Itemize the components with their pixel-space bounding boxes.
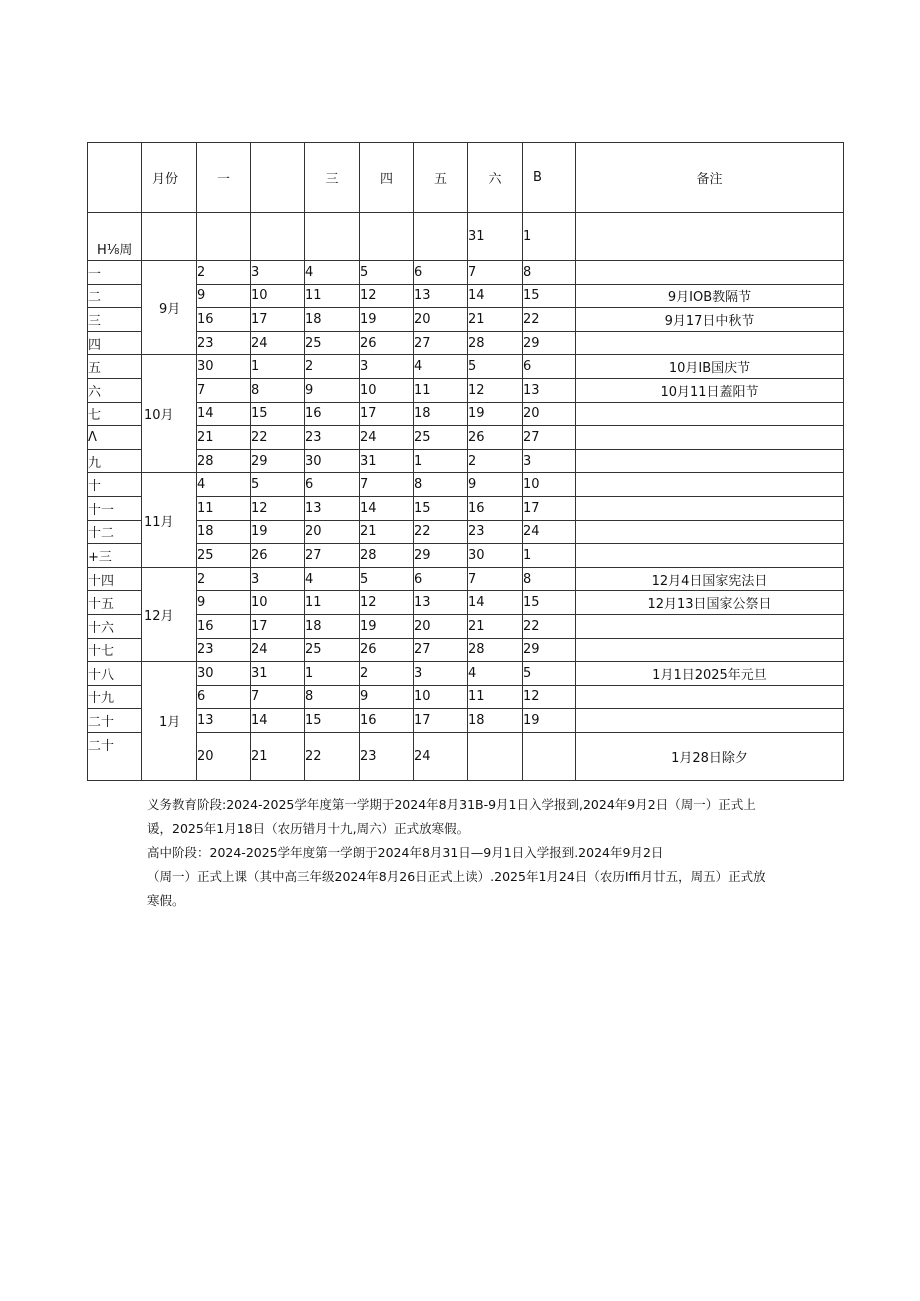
week-number: 十一: [88, 496, 142, 520]
note-cell: [576, 496, 844, 520]
day-cell: 23: [197, 331, 251, 355]
header-month: 月份: [142, 143, 197, 213]
note-cell: [576, 520, 844, 544]
note-cell: 12月4日国家宪法日: [576, 567, 844, 591]
day-cell: 26: [360, 638, 414, 662]
header-day: B: [523, 143, 576, 213]
header-day: [251, 143, 305, 213]
week-number: 十五: [88, 591, 142, 615]
day-cell: 2: [360, 662, 414, 686]
week-number: 五: [88, 355, 142, 379]
note-cell: [576, 426, 844, 450]
day-cell: 23: [197, 638, 251, 662]
day-cell: 3: [523, 449, 576, 473]
day-cell: 21: [251, 732, 305, 780]
day-cell: 22: [523, 308, 576, 332]
prelude-day: [197, 213, 251, 261]
week-number: 六: [88, 378, 142, 402]
week-row: [88, 284, 844, 308]
day-cell: 28: [360, 544, 414, 568]
day-cell: 23: [360, 732, 414, 780]
day-cell: 8: [414, 473, 468, 497]
day-cell: 12: [360, 284, 414, 308]
week-row: [88, 261, 844, 285]
day-cell: 8: [523, 567, 576, 591]
day-cell: 27: [414, 638, 468, 662]
day-cell: 29: [523, 331, 576, 355]
day-cell: 26: [360, 331, 414, 355]
day-cell: 4: [414, 355, 468, 379]
week-number: 十二: [88, 520, 142, 544]
day-cell: 1: [305, 662, 360, 686]
day-cell: 2: [197, 261, 251, 285]
day-cell: 22: [414, 520, 468, 544]
day-cell: 14: [468, 284, 523, 308]
day-cell: 29: [251, 449, 305, 473]
day-cell: 28: [468, 638, 523, 662]
prelude-week: H⅛周: [88, 213, 142, 261]
day-cell: 9: [197, 284, 251, 308]
day-cell: 18: [468, 709, 523, 733]
day-cell: 16: [197, 308, 251, 332]
day-cell: 16: [197, 614, 251, 638]
day-cell: 19: [251, 520, 305, 544]
prelude-day: [251, 213, 305, 261]
day-cell: 20: [197, 732, 251, 780]
week-row: [88, 544, 844, 568]
day-cell: 1: [414, 449, 468, 473]
prelude-day: [414, 213, 468, 261]
day-cell: 2: [197, 567, 251, 591]
day-cell: 7: [468, 567, 523, 591]
day-cell: 18: [414, 402, 468, 426]
week-number: 一: [88, 261, 142, 285]
header-row: [88, 143, 844, 213]
day-cell: 12: [251, 496, 305, 520]
month-label: 12月: [142, 567, 197, 661]
day-cell: 24: [414, 732, 468, 780]
day-cell: 14: [468, 591, 523, 615]
prelude-day: [360, 213, 414, 261]
day-cell: 30: [468, 544, 523, 568]
week-number: 十九: [88, 685, 142, 709]
note-cell: 10月IB国庆节: [576, 355, 844, 379]
note-cell: [576, 261, 844, 285]
day-cell: 10: [251, 284, 305, 308]
note-cell: 1月1日2025年元旦: [576, 662, 844, 686]
header-note: 备注: [576, 143, 844, 213]
week-row: [88, 732, 844, 780]
day-cell: 28: [468, 331, 523, 355]
day-cell: 9: [468, 473, 523, 497]
footnote-line: （周一）正式上课（其中高三年级2024年8月26日正式上读）.2025年1月24日（农历Iffi月廿五，周五）正式放: [147, 869, 766, 884]
day-cell: 11: [305, 591, 360, 615]
day-cell: [523, 732, 576, 780]
day-cell: 20: [414, 308, 468, 332]
week-number: 二十: [88, 709, 142, 733]
footnote-line: 寒假。: [147, 893, 185, 908]
day-cell: 4: [305, 567, 360, 591]
day-cell: 15: [414, 496, 468, 520]
day-cell: 6: [305, 473, 360, 497]
day-cell: 29: [414, 544, 468, 568]
day-cell: 26: [251, 544, 305, 568]
note-cell: [576, 449, 844, 473]
day-cell: 6: [414, 567, 468, 591]
day-cell: 2: [468, 449, 523, 473]
day-cell: 12: [523, 685, 576, 709]
day-cell: 22: [305, 732, 360, 780]
day-cell: 5: [360, 567, 414, 591]
day-cell: 7: [360, 473, 414, 497]
day-cell: 7: [197, 378, 251, 402]
week-number: 四: [88, 331, 142, 355]
day-cell: 16: [360, 709, 414, 733]
header-day: 三: [305, 143, 360, 213]
note-cell: [576, 614, 844, 638]
day-cell: 26: [468, 426, 523, 450]
note-cell: 12月13日国家公祭日: [576, 591, 844, 615]
week-row: [88, 449, 844, 473]
note-cell: 9月17日中秋节: [576, 308, 844, 332]
day-cell: 27: [523, 426, 576, 450]
note-cell: 10月11日蓋阳节: [576, 378, 844, 402]
week-row: [88, 496, 844, 520]
day-cell: 10: [360, 378, 414, 402]
header-week: [88, 143, 142, 213]
week-row: [88, 355, 844, 379]
prelude-month: [142, 213, 197, 261]
day-cell: 24: [251, 331, 305, 355]
header-day: 四: [360, 143, 414, 213]
week-number: 七: [88, 402, 142, 426]
day-cell: 19: [468, 402, 523, 426]
day-cell: 3: [360, 355, 414, 379]
day-cell: 5: [468, 355, 523, 379]
day-cell: 17: [523, 496, 576, 520]
day-cell: 5: [251, 473, 305, 497]
day-cell: 21: [468, 614, 523, 638]
day-cell: 15: [523, 284, 576, 308]
month-label: 11月: [142, 473, 197, 567]
day-cell: 18: [305, 308, 360, 332]
day-cell: 31: [360, 449, 414, 473]
day-cell: 18: [197, 520, 251, 544]
month-label: 10月: [142, 355, 197, 473]
day-cell: 28: [197, 449, 251, 473]
day-cell: 20: [523, 402, 576, 426]
day-cell: 7: [251, 685, 305, 709]
day-cell: 8: [305, 685, 360, 709]
week-number: 十: [88, 473, 142, 497]
day-cell: 4: [197, 473, 251, 497]
day-cell: 1: [523, 544, 576, 568]
day-cell: 13: [523, 378, 576, 402]
day-cell: 24: [251, 638, 305, 662]
footnotes: [147, 793, 847, 913]
note-cell: [576, 685, 844, 709]
day-cell: 7: [468, 261, 523, 285]
day-cell: 17: [251, 614, 305, 638]
day-cell: 20: [305, 520, 360, 544]
week-row: [88, 709, 844, 733]
week-row: [88, 520, 844, 544]
day-cell: 9: [305, 378, 360, 402]
day-cell: 19: [360, 614, 414, 638]
day-cell: 25: [305, 331, 360, 355]
day-cell: 5: [360, 261, 414, 285]
day-cell: 17: [251, 308, 305, 332]
week-row: [88, 402, 844, 426]
week-row: [88, 567, 844, 591]
day-cell: 11: [468, 685, 523, 709]
day-cell: 17: [360, 402, 414, 426]
week-number: +三: [88, 544, 142, 568]
day-cell: 5: [523, 662, 576, 686]
day-cell: 2: [305, 355, 360, 379]
day-cell: 10: [414, 685, 468, 709]
prelude-day: [305, 213, 360, 261]
month-label: 9月: [142, 261, 197, 355]
day-cell: 30: [197, 662, 251, 686]
day-cell: 31: [251, 662, 305, 686]
day-cell: 23: [305, 426, 360, 450]
day-cell: 9: [197, 591, 251, 615]
day-cell: 27: [414, 331, 468, 355]
day-cell: 15: [305, 709, 360, 733]
footnote-line: 谖，2025年1月18日（农历错月十九,周六）正式放寒假。: [147, 821, 470, 836]
note-cell: [576, 402, 844, 426]
day-cell: 19: [360, 308, 414, 332]
day-cell: 12: [468, 378, 523, 402]
header-day: 五: [414, 143, 468, 213]
day-cell: 6: [523, 355, 576, 379]
day-cell: [468, 732, 523, 780]
footnote-line: 义务教育阶段:2024-2025学年度第一学期于2024年8月31B-9月1日入学报到,2024年9月2日（周一）正式上: [147, 797, 756, 812]
week-row: [88, 685, 844, 709]
week-row: [88, 614, 844, 638]
day-cell: 24: [360, 426, 414, 450]
header-day: 一: [197, 143, 251, 213]
day-cell: 1: [251, 355, 305, 379]
week-number: 十七: [88, 638, 142, 662]
day-cell: 8: [251, 378, 305, 402]
prelude-row: [88, 213, 844, 261]
footnote-line: 高中阶段：2024-2025学年度第一学朗于2024年8月31日—9月1日入学报到.2024年9月2日: [147, 845, 664, 860]
day-cell: 3: [414, 662, 468, 686]
day-cell: 14: [360, 496, 414, 520]
week-row: [88, 473, 844, 497]
day-cell: 11: [414, 378, 468, 402]
week-number: Λ: [88, 426, 142, 450]
day-cell: 16: [305, 402, 360, 426]
day-cell: 3: [251, 567, 305, 591]
note-cell: [576, 331, 844, 355]
day-cell: 13: [305, 496, 360, 520]
day-cell: 29: [523, 638, 576, 662]
day-cell: 16: [468, 496, 523, 520]
day-cell: 19: [523, 709, 576, 733]
day-cell: 15: [523, 591, 576, 615]
week-row: [88, 662, 844, 686]
day-cell: 6: [197, 685, 251, 709]
day-cell: 13: [414, 284, 468, 308]
day-cell: 6: [414, 261, 468, 285]
day-cell: 20: [414, 614, 468, 638]
day-cell: 25: [197, 544, 251, 568]
week-row: [88, 308, 844, 332]
note-cell: [576, 638, 844, 662]
week-number: 十八: [88, 662, 142, 686]
day-cell: 10: [523, 473, 576, 497]
day-cell: 30: [305, 449, 360, 473]
week-number: 二十: [88, 732, 142, 780]
day-cell: 25: [305, 638, 360, 662]
day-cell: 4: [305, 261, 360, 285]
day-cell: 22: [523, 614, 576, 638]
day-cell: 13: [414, 591, 468, 615]
day-cell: 9: [360, 685, 414, 709]
day-cell: 23: [468, 520, 523, 544]
calendar-table: [87, 142, 844, 781]
week-number: 三: [88, 308, 142, 332]
month-label: 1月: [142, 662, 197, 781]
note-cell: 9月IOB教隔节: [576, 284, 844, 308]
note-cell: [576, 709, 844, 733]
week-number: 九: [88, 449, 142, 473]
day-cell: 30: [197, 355, 251, 379]
week-row: [88, 331, 844, 355]
day-cell: 21: [197, 426, 251, 450]
header-day: 六: [468, 143, 523, 213]
day-cell: 15: [251, 402, 305, 426]
day-cell: 21: [360, 520, 414, 544]
week-row: [88, 638, 844, 662]
day-cell: 22: [251, 426, 305, 450]
prelude-day: 1: [523, 213, 576, 261]
day-cell: 25: [414, 426, 468, 450]
day-cell: 12: [360, 591, 414, 615]
day-cell: 11: [305, 284, 360, 308]
day-cell: 24: [523, 520, 576, 544]
day-cell: 4: [468, 662, 523, 686]
day-cell: 14: [197, 402, 251, 426]
week-row: [88, 591, 844, 615]
day-cell: 18: [305, 614, 360, 638]
prelude-day: 31: [468, 213, 523, 261]
day-cell: 14: [251, 709, 305, 733]
day-cell: 27: [305, 544, 360, 568]
note-cell: 1月28日除夕: [576, 732, 844, 780]
week-number: 十六: [88, 614, 142, 638]
day-cell: 3: [251, 261, 305, 285]
week-number: 二: [88, 284, 142, 308]
note-cell: [576, 473, 844, 497]
day-cell: 11: [197, 496, 251, 520]
day-cell: 10: [251, 591, 305, 615]
day-cell: 21: [468, 308, 523, 332]
week-row: [88, 426, 844, 450]
week-row: [88, 378, 844, 402]
prelude-note: [576, 213, 844, 261]
note-cell: [576, 544, 844, 568]
day-cell: 8: [523, 261, 576, 285]
day-cell: 13: [197, 709, 251, 733]
week-number: 十四: [88, 567, 142, 591]
day-cell: 17: [414, 709, 468, 733]
